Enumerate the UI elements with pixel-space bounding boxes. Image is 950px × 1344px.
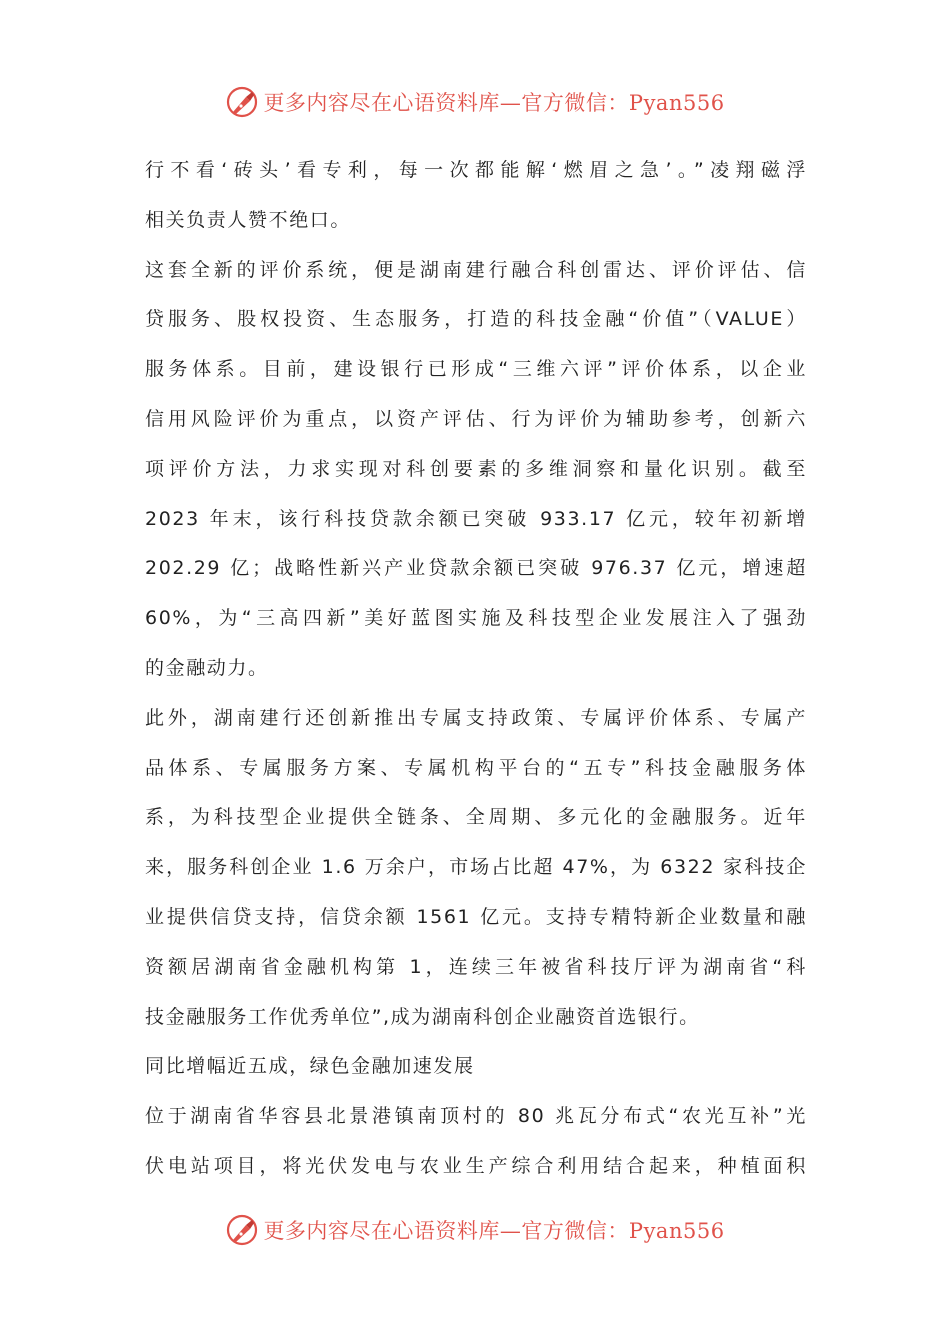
body-line: 品体系、专属服务方案、专属机构平台的“五专”科技金融服务体 [145,756,807,779]
body-line: 项评价方法，力求实现对科创要素的多维洞察和量化识别。截至 [145,457,807,480]
body-line: 相关负责人赞不绝口。 [145,208,352,231]
body-line: 的金融动力。 [145,656,269,679]
article-body [145,146,807,1192]
body-line: 资额居湖南省金融机构第 1，连续三年被省科技厅评为湖南省“科 [145,955,807,978]
body-line: 2023 年末，该行科技贷款余额已突破 933.17 亿元，较年初新增 [145,507,807,530]
body-line: 来，服务科创企业 1.6 万余户，市场占比超 47%，为 6322 家科技企 [145,856,807,879]
body-line: 贷服务、股权投资、生态服务，打造的科技金融“价值”（VALUE） [145,308,807,331]
footer-banner-text: 更多内容尽在心语资料库—官方微信：Pyan556 [263,1219,725,1243]
body-line: 业提供信贷支持，信贷余额 1561 亿元。支持专精特新企业数量和融 [145,905,807,928]
pen-nib-logo-icon [225,85,259,119]
body-line: 伏电站项目，将光伏发电与农业生产综合利用结合起来，种植面积 [145,1154,807,1177]
footer-banner [0,1208,950,1252]
header-banner [0,80,950,124]
body-line: 位于湖南省华容县北景港镇南顶村的 80 兆瓦分布式“农光互补”光 [145,1105,807,1128]
body-line: 60%，为“三高四新”美好蓝图实施及科技型企业发展注入了强劲 [145,607,807,630]
body-line: 系，为科技型企业提供全链条、全周期、多元化的金融服务。近年 [145,806,807,829]
pen-nib-logo-icon [225,1213,259,1247]
body-line: 信用风险评价为重点，以资产评估、行为评价为辅助参考，创新六 [145,407,807,430]
body-line: 202.29 亿；战略性新兴产业贷款余额已突破 976.37 亿元，增速超 [145,557,807,580]
body-line: 行不看‘砖头’看专利，每一次都能解‘燃眉之急’。”凌翔磁浮 [145,159,807,181]
body-line: 服务体系。目前，建设银行已形成“三维六评”评价体系，以企业 [145,358,807,381]
body-line: 技金融服务工作优秀单位”,成为湖南科创企业融资首选银行。 [145,1005,700,1028]
section-heading: 同比增幅近五成，绿色金融加速发展 [145,1055,475,1078]
body-line: 此外，湖南建行还创新推出专属支持政策、专属评价体系、专属产 [145,706,807,729]
body-line: 这套全新的评价系统，便是湖南建行融合科创雷达、评价评估、信 [145,258,807,281]
header-banner-text: 更多内容尽在心语资料库—官方微信：Pyan556 [263,91,725,115]
